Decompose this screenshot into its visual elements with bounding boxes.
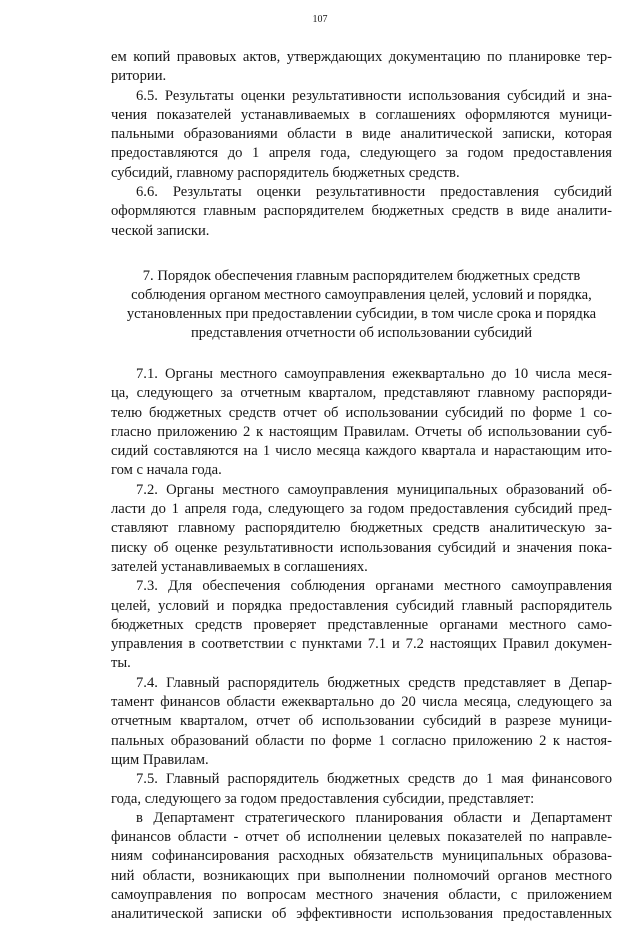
document-body [111,48,612,925]
text-line: финансов области - отчет об исполнении целевых показателей по направле- [111,829,612,846]
text-line: года, следующего за годом предоставления субсидии, представляет: [111,790,535,807]
heading-line: представления отчетности об использовании субсидий [190,324,533,341]
text-line: 7.4. Главный распорядитель бюджетных средств представляет в Депар- [136,674,612,691]
text-line: писку об оценке результативности использования субсидий и значения пока- [111,539,612,556]
text-line: ний области, возникающих при выполнении полномочий органов местного [111,867,612,884]
section-heading [111,267,612,343]
text-line: управления в соответствии с пунктами 7.1 и 7.2 настоящих Правил докумен- [111,636,612,653]
text-line: ставляют главному распорядителю бюджетных средств аналитическую за- [111,520,612,537]
text-line: 6.5. Результаты оценки результативности использования субсидий и зна- [136,87,612,104]
text-line: самоуправления по вопросам местного значения области, с приложением [111,886,612,903]
text-line: целей, условий и порядка предоставления субсидий главный распорядитель [111,597,612,614]
paragraph [111,809,612,925]
text-line: в Департамент стратегического планирования области и Департамент [136,809,612,826]
text-line: ласти до 1 апреля года, следующего за годом предоставления субсидий пред- [111,501,612,518]
text-line: пальными образованиями области в виде аналитической записки, которая [111,126,612,143]
text-line: щим Правилам. [111,751,209,768]
text-line: оформляются главным распорядителем бюджетных средств в виде аналити- [111,203,612,220]
text-line: ритории. [111,68,167,85]
text-line: 7.2. Органы местного самоуправления муниципальных образований об- [136,481,612,498]
paragraph [111,481,612,577]
text-line: ческой записки. [111,222,210,239]
text-line: гом с начала года. [111,462,222,479]
text-line: пальных образований области по форме 1 согласно приложению 2 к настоя- [111,732,612,749]
text-line: ца, следующего за отчетным кварталом, представляют главному распоряди- [111,385,612,402]
text-line: телю бюджетных средств отчет об использовании субсидий по форме 1 со- [111,404,612,421]
paragraph [111,674,612,770]
text-line: предоставляются до 1 апреля года, следующего за годом предоставления [111,145,612,162]
text-line: субсидий, главному распорядитель бюджетных средств. [111,164,460,181]
spacer [111,241,612,267]
text-line: 7.1. Органы местного самоуправления ежеквартально до 10 числа меся- [136,365,612,382]
page-number: 107 [312,14,328,25]
paragraph [111,48,612,87]
text-line: гласно приложению 2 к настоящим Правилам. Отчеты об использовании суб- [111,423,612,440]
text-line: зателей устанавливаемых в соглашениях. [111,558,368,575]
spacer [111,343,612,365]
heading-line: 7. Порядок обеспечения главным распорядителем бюджетных средств [142,267,581,284]
text-line: тамент финансов области ежеквартально до 20 числа месяца, следующего за [111,694,612,711]
paragraph [111,365,612,481]
text-line: 7.3. Для обеспечения соблюдения органами местного самоуправления [136,578,612,595]
paragraph [111,183,612,241]
text-line: бюджетных средств проверяет представленные органами местного само- [111,616,612,633]
text-line: ты. [111,655,131,672]
heading-line: установленных при предоставлении субсидии, в том числе срока и порядка [126,305,597,322]
text-line: сидий составляются на 1 число месяца каждого квартала и нарастающим ито- [111,443,612,460]
paragraph [111,770,612,809]
text-line: ем копий правовых актов, утверждающих документацию по планировке тер- [111,49,612,65]
text-line: 7.5. Главный распорядитель бюджетных средств до 1 мая финансового [136,771,612,788]
text-line: чения показателей устанавливаемых в соглашениях оформляются муници- [111,106,612,123]
paragraph [111,87,612,183]
paragraph [111,577,612,673]
text-line: отчетным кварталом, отчет об использовании субсидий в разрезе муници- [111,713,612,730]
text-line: ниям софинансирования расходных обязательств муниципальных образова- [111,848,612,865]
text-line: аналитической записки об эффективности использования предоставленных [111,906,612,923]
heading-line: соблюдения органом местного самоуправления целей, условий и порядка, [131,286,592,303]
text-line: 6.6. Результаты оценки результативности предоставления субсидий [136,184,612,201]
